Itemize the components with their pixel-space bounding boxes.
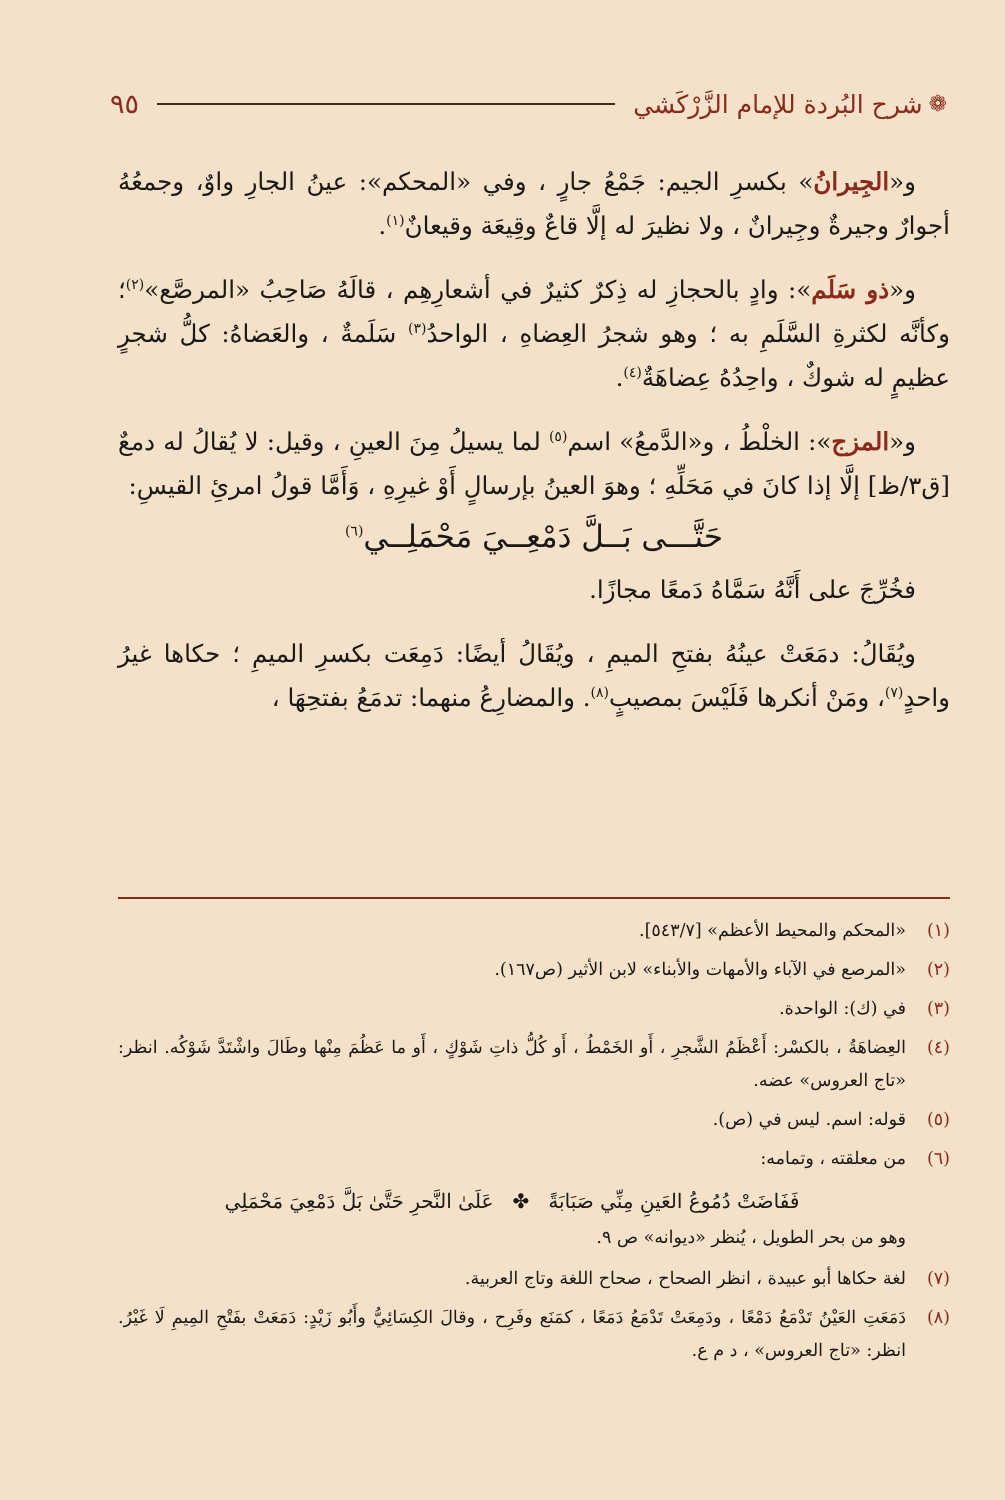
paragraph-dhu-salam: و«ذو سَلَم»: وادٍ بالحجازِ له ذِكرٌ كثيرٌ في أشعارِهِم ، قالَهُ صَاحِبُ «المرصَّع»$^{(٢)}$؛ وكأنَّه لكثرةِ السَّلَمِ به ؛ وهو شجرُ العِضاهِ ، الواحدُ$^{(٣)}$ سَلَمةٌ ، والعَضاهُ: كلُّ شجرٍ عظيمٍ له شوكٌ ، واحِدُهُ عِضاهَةٌ$^{(٤)}$. bbox=[118, 275, 950, 392]
footnote-5: (٥) قوله: اسم. ليس في (ص). bbox=[712, 1110, 950, 1130]
footnote-2: (٢) «المرصع في الآباء والأمهات والأبناء» لابن الأثير (ص١٦٧). bbox=[494, 960, 950, 980]
term-dhu-salam: ذو سَلَم bbox=[811, 275, 890, 304]
footnote-ref-4: (٤) bbox=[623, 364, 642, 381]
footnote-3: (٣) في (ك): الواحدة. bbox=[779, 999, 950, 1019]
page-header bbox=[110, 84, 947, 124]
running-title: شرح البُردة للإمام الزَّرْكَشي bbox=[633, 89, 923, 119]
paragraph-jiran: و«الجِيرانُ» بكسرِ الجيم: جَمْعُ جارٍ ، وفي «المحكم»: عينُ الجارِ واوٌ، وجمعُهُ أجوارٌ وجيرةٌ وجِيرانٌ ، ولا نظيرَ له إلَّا قاعٌ وقِيعَة وقيعانٌ$^{(١)}$. bbox=[118, 167, 950, 240]
footnote-ref-8: (٨) bbox=[590, 684, 610, 701]
footnote-ref-1: (١) bbox=[386, 212, 405, 229]
footnote-4: (٤) العِضاهَةُ ، بالكسْر: أَعْظَمُ الشَّجرِ ، أَو الخَمْطُ ، أَو كُلُّ ذاتِ شَوْكٍ ، أَو ما عَظُمَ مِنْها وطَالَ واشْتَدَّ شَوْكُه. انظر: «تاج العروس» عضه. bbox=[118, 1038, 950, 1091]
footnote-verse-note: وهو من بحر الطويل ، يُنظر «ديوانه» ص ٩. bbox=[596, 1228, 906, 1248]
page-number: ٩٥ bbox=[110, 88, 140, 120]
header-rule bbox=[157, 103, 615, 105]
flower-ornament-icon: ❁ bbox=[928, 91, 947, 117]
footnote-ref-7: (٧) bbox=[884, 684, 904, 701]
main-text bbox=[118, 160, 950, 720]
footnote-8: (٨) دَمَعَتِ العَيْنُ تَدْمَعُ دَمْعًا ، ودَمِعَتْ تَدْمَعُ دَمَعًا ، كمَنَع وفَرِح ، وقالَ الكِسَائِيُّ وأَبُو زَيْدٍ: دَمَعَتْ بفَتْحِ المِيمِ لَا غَيْرُ. انظر: «تاج العروس» ، د م ع. bbox=[118, 1308, 950, 1361]
footnote-ref-2: (٢) bbox=[125, 276, 145, 293]
footnote-ref-3: (٣) bbox=[408, 320, 427, 337]
footnote-divider bbox=[118, 897, 950, 899]
footnote-1: (١) «المحكم والمحيط الأعظم» [٥٤٣/٧]. bbox=[639, 921, 950, 941]
paragraph-mazj: و«المزج»: الخلْطُ ، و«الدَّمعُ» اسم$^{(٥)}$ لما يسيلُ مِنَ العينِ ، وقيل: لا يُقالُ له دمعٌ [ق٣/ظ] إلَّا إذا كانَ في مَحَلِّهِ ؛ وهوَ العينُ بإرسالٍ أَوْ غيرِهِ ، وَأَمَّا قولُ امرئِ القيسِ: bbox=[118, 427, 950, 500]
footnotes bbox=[118, 915, 950, 1374]
verse-separator-icon: ✤ bbox=[512, 1189, 530, 1213]
paragraph-majaz: فخُرِّجَ على أَنَّهُ سَمَّاهُ دَمعًا مجازًا. bbox=[589, 575, 916, 604]
footnote-6: (٦) من معلقته ، وتمامه: bbox=[760, 1149, 950, 1169]
footnote-7: (٧) لغة حكاها أبو عبيدة ، انظر الصحاح ، صحاح اللغة وتاج العربية. bbox=[464, 1269, 950, 1289]
footnote-ref-6: (٦) bbox=[344, 523, 364, 540]
footnote-ref-5: (٥) bbox=[548, 428, 568, 445]
footnote-verse: فَفَاضَتْ دُمُوعُ العَينِ مِنِّي صَبَابَةً ✤ عَلَىٰ النَّحرِ حَتَّىٰ بَلَّ دَمْعِيَ مَحْمَلِي bbox=[224, 1189, 800, 1213]
verse-line: حَتَّـــى بَــلَّ دَمْعِــيَ مَحْمَلِــي$^{(٦)}$ bbox=[344, 519, 724, 555]
term-mazj: المزج bbox=[831, 427, 890, 456]
paragraph-dama-at: ويُقَالُ: دمَعَتْ عينُهُ بفتحِ الميمِ ، ويُقَالُ أيضًا: دَمِعَت بكسرِ الميمِ ؛ حكاها غيرُ واحدٍ$^{(٧)}$، ومَنْ أنكرها فَلَيْسَ بمصيبٍ$^{(٨)}$. والمضارِعُ منهما: تدمَعُ بفتحِهَا ، bbox=[118, 639, 950, 712]
term-jiran: الجِيرانُ bbox=[813, 167, 890, 196]
